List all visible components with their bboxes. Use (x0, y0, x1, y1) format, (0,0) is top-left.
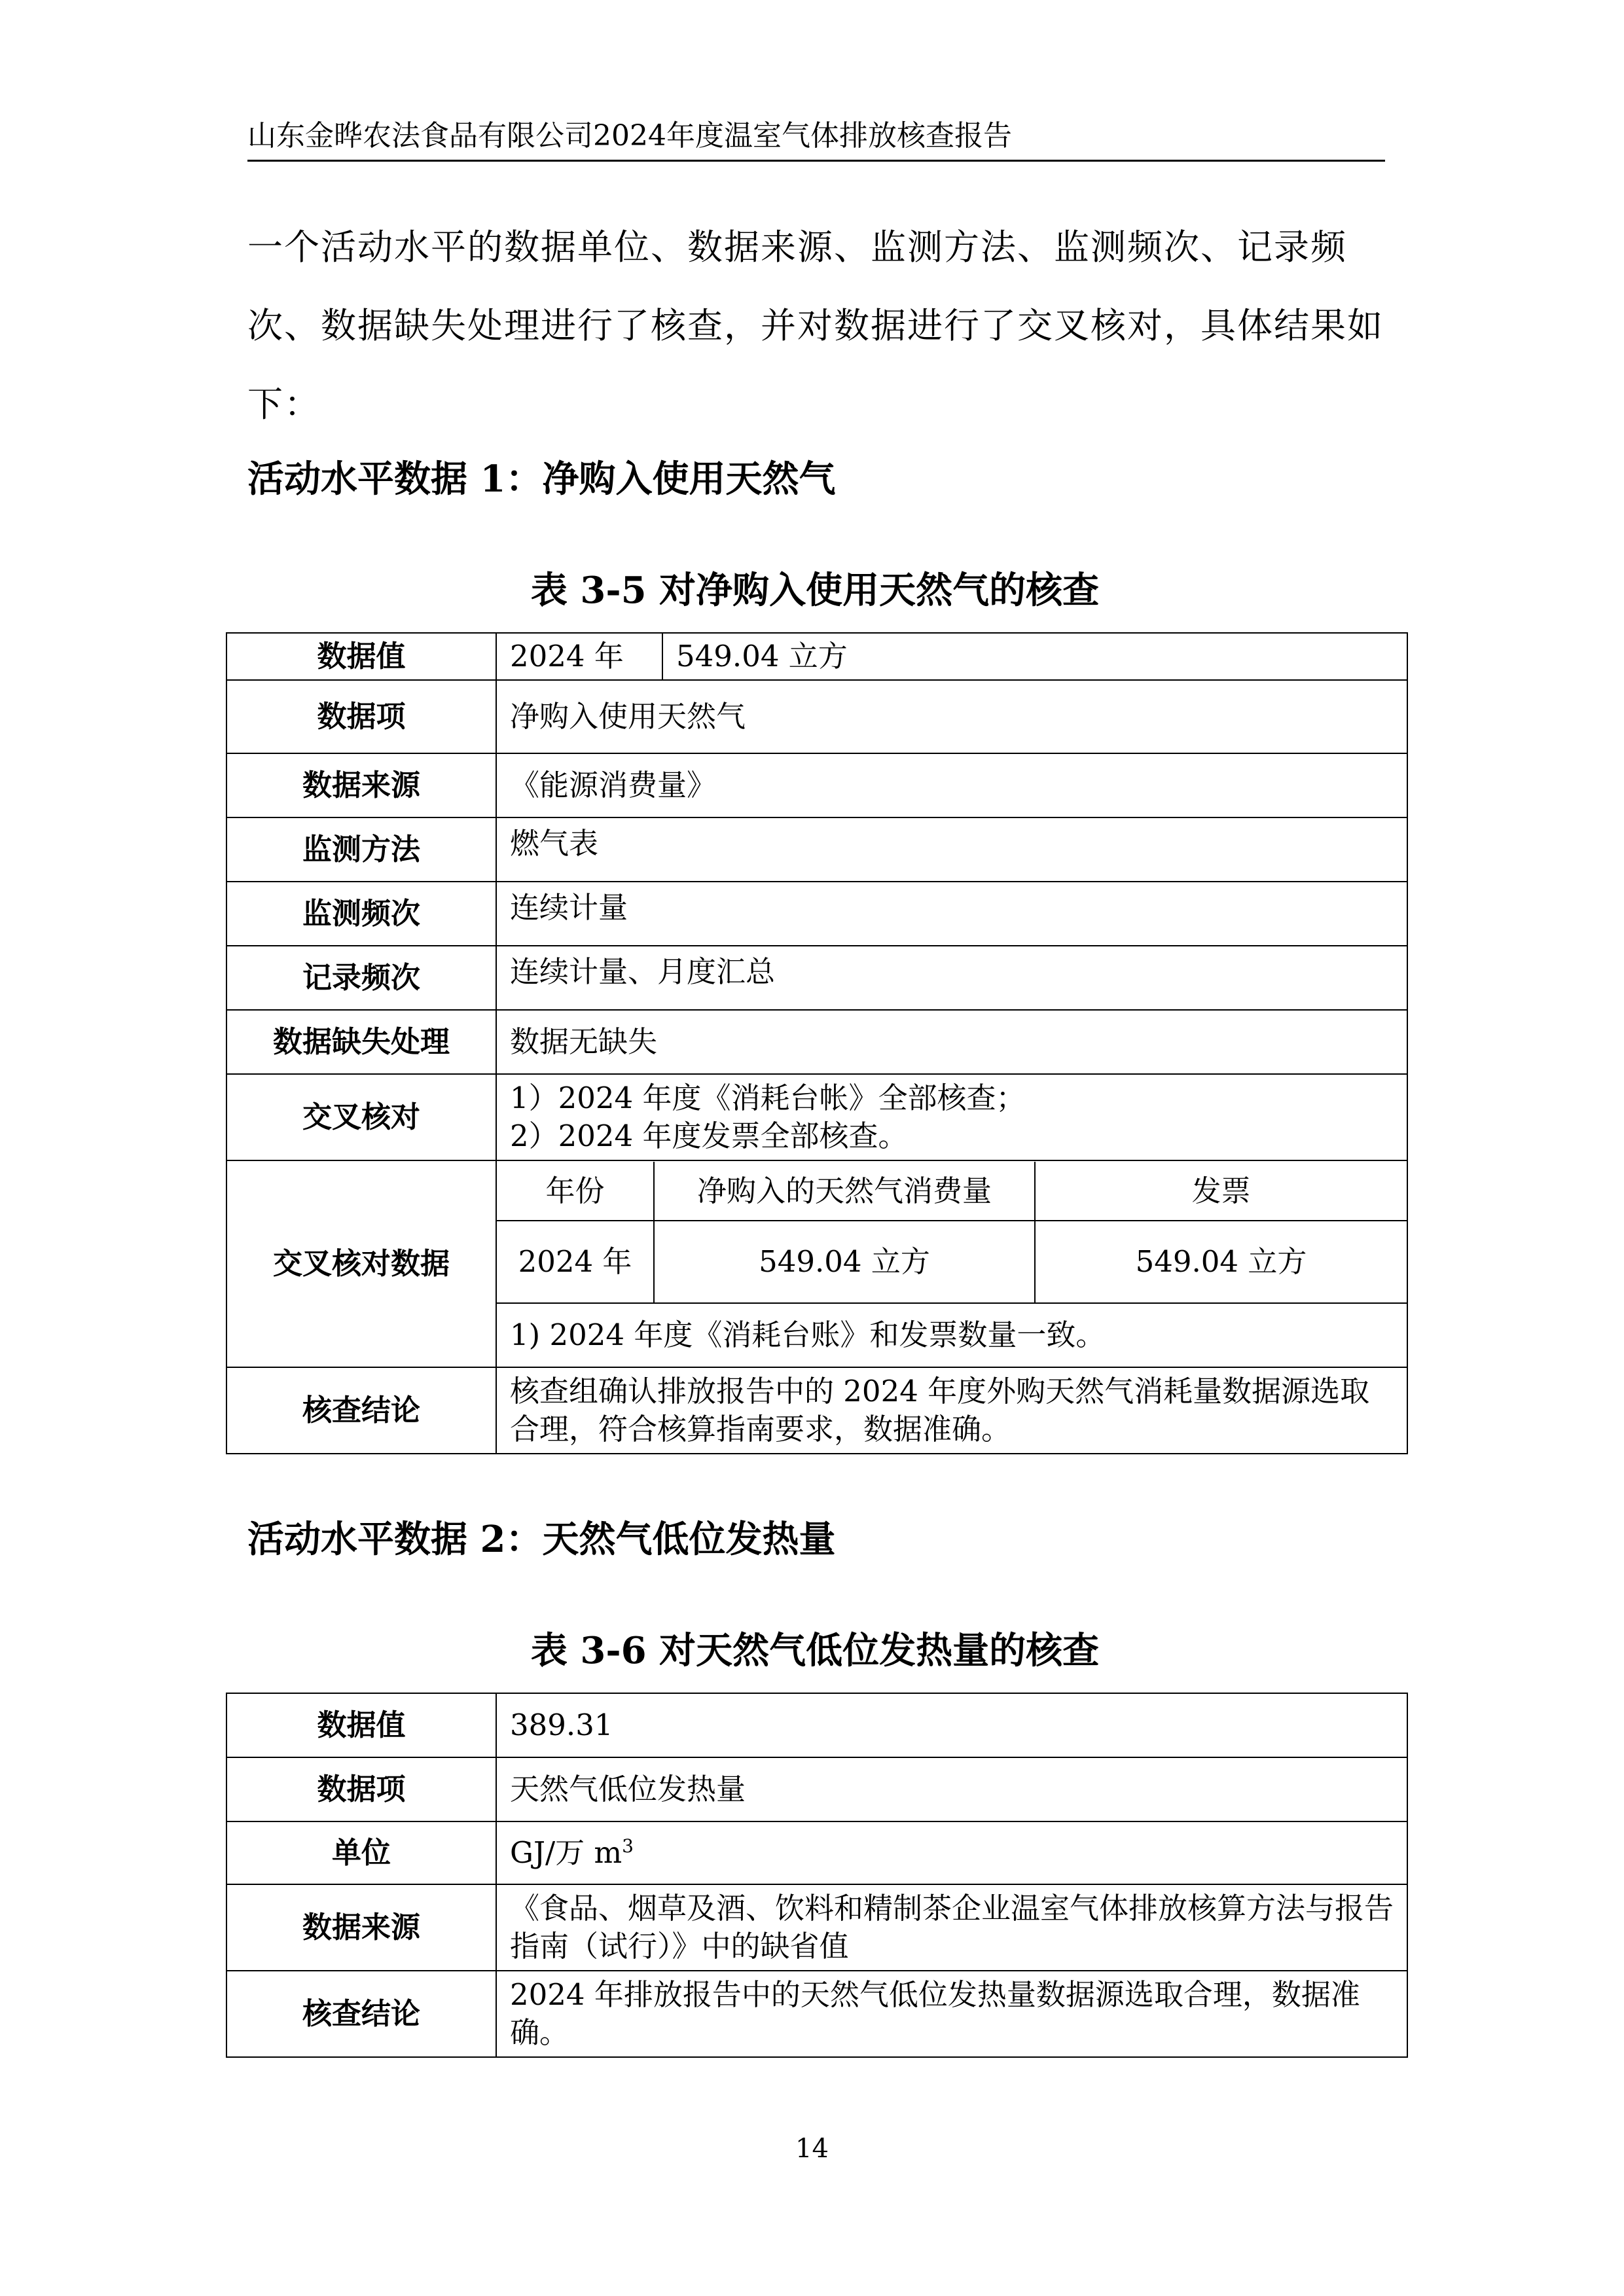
table-row (226, 1010, 1407, 1074)
row-value: 净购入使用天然气 (496, 680, 1407, 753)
row-label: 数据来源 (226, 753, 496, 817)
row-value: 2024 年排放报告中的天然气低位发热量数据源选取合理，数据准确。 (496, 1971, 1407, 2057)
table-row (226, 680, 1407, 753)
row-label: 交叉核对数据 (226, 1160, 496, 1367)
row-value (496, 1074, 1407, 1160)
row-value (496, 1821, 1407, 1884)
table-3-5 (226, 632, 1408, 1454)
table-row (497, 1303, 1407, 1366)
table-row (497, 1221, 1407, 1303)
row-label: 监测频次 (226, 882, 496, 946)
table-row (226, 1884, 1407, 1971)
row-label: 记录频次 (226, 946, 496, 1010)
row-label: 交叉核对 (226, 1074, 496, 1160)
section-heading-1: 活动水平数据 1：净购入使用天然气 (247, 457, 836, 501)
table-row (226, 1757, 1407, 1821)
row-label: 数据来源 (226, 1884, 496, 1971)
cross-check-line-1: 1）2024 年度《消耗台帐》全部核查； (510, 1081, 1026, 1115)
intro-paragraph: 一个活动水平的数据单位、数据来源、监测方法、监测频次、记录频次、数据缺失处理进行了核查，并对数据进行了交叉核对，具体结果如下： (247, 226, 1384, 425)
unit-text: GJ/万 m (510, 1835, 623, 1870)
page-header: 山东金晔农法食品有限公司2024年度温室气体排放核查报告 (247, 119, 1012, 152)
table-row (226, 1821, 1407, 1884)
row-label: 核查结论 (226, 1971, 496, 2057)
unit-superscript: 3 (622, 1835, 634, 1857)
table-row (226, 1367, 1407, 1454)
row-value: 《食品、烟草及酒、饮料和精制茶企业温室气体排放核算方法与报告指南（试行）》中的缺省值 (496, 1884, 1407, 1971)
row-value: 燃气表 (496, 817, 1407, 882)
row-label: 监测方法 (226, 817, 496, 882)
row-value: 核查组确认排放报告中的 2024 年度外购天然气消耗量数据源选取合理，符合核算指南要求，数据准确。 (496, 1367, 1407, 1454)
page-number: 14 (795, 2134, 829, 2164)
row-label: 数据值 (226, 633, 496, 680)
table-row (226, 1160, 1407, 1367)
row-value: 连续计量、月度汇总 (496, 946, 1407, 1010)
table-row (497, 1162, 1407, 1221)
row-value: 389.31 (496, 1693, 1407, 1757)
table-row (226, 882, 1407, 946)
cross-data-table (497, 1162, 1407, 1366)
row-label: 数据缺失处理 (226, 1010, 496, 1074)
table-cell: 549.04 立方 (1035, 1221, 1407, 1303)
row-value: 数据无缺失 (496, 1010, 1407, 1074)
table-row (226, 817, 1407, 882)
row-value: 《能源消费量》 (496, 753, 1407, 817)
row-label: 核查结论 (226, 1367, 496, 1454)
cross-data-cell (496, 1160, 1407, 1367)
row-label: 数据值 (226, 1693, 496, 1757)
row-label: 数据项 (226, 1757, 496, 1821)
section-heading-2: 活动水平数据 2：天然气低位发热量 (247, 1518, 836, 1561)
table-row (226, 1074, 1407, 1160)
row-value: 天然气低位发热量 (496, 1757, 1407, 1821)
row-label: 数据项 (226, 680, 496, 753)
table-cell: 2024 年 (497, 1221, 654, 1303)
table-row (226, 946, 1407, 1010)
data-value-year: 2024 年 (496, 633, 662, 680)
column-header: 发票 (1035, 1162, 1407, 1221)
cross-check-line-2: 2）2024 年度发票全部核查。 (510, 1119, 908, 1153)
table-row (226, 1693, 1407, 1757)
table-row (226, 753, 1407, 817)
row-label: 单位 (226, 1821, 496, 1884)
table-row (226, 1971, 1407, 2057)
data-value-amount: 549.04 立方 (662, 633, 1407, 680)
header-divider (247, 160, 1385, 162)
column-header: 年份 (497, 1162, 654, 1221)
row-value: 连续计量 (496, 882, 1407, 946)
column-header: 净购入的天然气消费量 (654, 1162, 1035, 1221)
table-caption-3-6: 表 3-6 对天然气低位发热量的核查 (530, 1629, 1100, 1672)
table-cell: 549.04 立方 (654, 1221, 1035, 1303)
table-3-6 (226, 1693, 1408, 2058)
table-caption-3-5: 表 3-5 对净购入使用天然气的核查 (530, 569, 1100, 612)
cross-data-note: 1) 2024 年度《消耗台账》和发票数量一致。 (510, 1317, 1106, 1352)
table-row (226, 633, 1407, 680)
